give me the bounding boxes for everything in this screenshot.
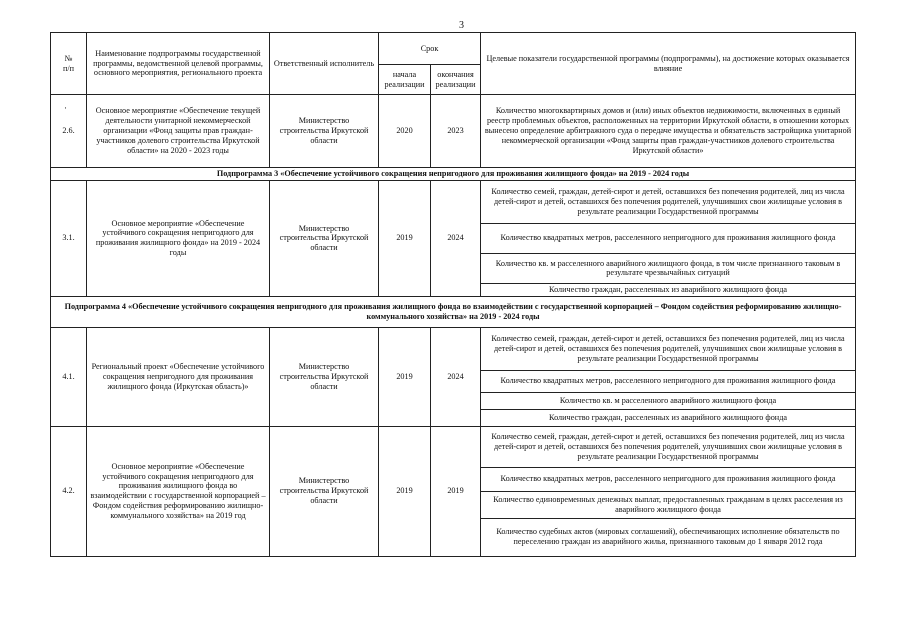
row-num: 4.2.: [51, 426, 87, 556]
row-responsible: Министерство строительства Иркутской области: [270, 426, 379, 556]
page-number: 3: [459, 20, 464, 31]
header-name: Наименование подпрограммы государственной программы, ведомственной целевой программы, основного мероприятия, регионального проекта: [87, 33, 270, 95]
header-end: окончания реализации: [431, 65, 481, 95]
target-item: Количество кв. м расселенного аварийного жилищного фонда, в том числе признанного таковым в результате чрезвычайных ситуаций: [481, 253, 856, 283]
target-item: Количество единовременных денежных выплат, предоставленных гражданам в целях расселения из аварийного жилищного фонда: [481, 491, 856, 518]
row-end: 2024: [431, 180, 481, 296]
row-start: 2019: [379, 327, 431, 426]
row-start: 2019: [379, 426, 431, 556]
table-row: [51, 180, 856, 223]
margin-dot: ·: [64, 103, 67, 113]
section-heading-3: [51, 168, 856, 181]
table-row: [51, 95, 856, 168]
row-name: Основное мероприятие «Обеспечение устойчивого сокращения непригодного для проживания жилищного фонда во взаимодействии с государственной корпорацией – Фондом содействия реформированию жилищно-коммунального хозяйства» на 2019 год: [87, 426, 270, 556]
row-end: 2019: [431, 426, 481, 556]
row-end: 2023: [431, 95, 481, 168]
section-3-title: Подпрограмма 3 «Обеспечение устойчивого сокращения непригодного для проживания жилищного фонда» на 2019 - 2024 годы: [51, 168, 856, 181]
section-heading-4: [51, 296, 856, 327]
row-name: Основное мероприятие «Обеспечение устойчивого сокращения непригодного для проживания жилищного фонда» на 2019 - 2024 годы: [87, 180, 270, 296]
header-responsible: Ответственный исполнитель: [270, 33, 379, 95]
target-item: Количество граждан, расселенных из аварийного жилищного фонда: [481, 409, 856, 426]
target-item: Количество квадратных метров, расселенного непригодного для проживания жилищного фонда: [481, 223, 856, 253]
target-item: Количество семей, граждан, детей-сирот и детей, оставшихся без попечения родителей, лиц из числа детей-сирот и детей, оставшихся без попечения родителей, улучшивших свои жилищные условия в результате реализации Государственной программы: [481, 426, 856, 467]
row-name: Основное мероприятие «Обеспечение текущей деятельности унитарной некоммерческой организации «Фонд защиты прав граждан-участников долевого строительства Иркутской области» на 2020 - 2023 годы: [87, 95, 270, 168]
row-start: 2019: [379, 180, 431, 296]
table-row: [51, 327, 856, 370]
target-item: Количество граждан, расселенных из аварийного жилищного фонда: [481, 283, 856, 296]
header-targets: Целевые показатели государственной программы (подпрограммы), на достижение которых оказывается влияние: [481, 33, 856, 95]
row-num: 2.6.: [51, 95, 87, 168]
row-responsible: Министерство строительства Иркутской области: [270, 327, 379, 426]
target-item: Количество квадратных метров, расселенного непригодного для проживания жилищного фонда: [481, 467, 856, 491]
row-end: 2024: [431, 327, 481, 426]
row-target: Количество многоквартирных домов и (или) иных объектов недвижимости, включенных в единый реестр проблемных объектов, расположенных на территории Иркутской области, в отношении которых вынесено определение арбитражного суда о передаче имущества и обязательств застройщика унитарной некоммерческой организации «Фонд защиты прав граждан-участников долевого строительства Иркутской области»: [481, 95, 856, 168]
target-item: Количество кв. м расселенного аварийного жилищного фонда: [481, 392, 856, 409]
target-item: Количество семей, граждан, детей-сирот и детей, оставшихся без попечения родителей, лиц из числа детей-сирот и детей, оставшихся без попечения родителей, улучшивших свои жилищные условия в результате реализации Государственной программы: [481, 180, 856, 223]
table-row: [51, 426, 856, 467]
header-row: [51, 33, 856, 65]
header-start: начала реализации: [379, 65, 431, 95]
section-4-title: Подпрограмма 4 «Обеспечение устойчивого сокращения непригодного для проживания жилищного фонда во взаимодействии с государственной корпорацией – Фондом содействия реформированию жилищно-коммунального хозяйства» на 2019 - 2024 годы: [51, 296, 856, 327]
program-table: [50, 32, 856, 557]
target-item: Количество квадратных метров, расселенного непригодного для проживания жилищного фонда: [481, 370, 856, 392]
row-name: Региональный проект «Обеспечение устойчивого сокращения непригодного для проживания жилищного фонда (Иркутская область)»: [87, 327, 270, 426]
target-item: Количество судебных актов (мировых соглашений), обеспечивающих исполнение обязательств по переселению граждан из аварийного жилья, признанного таковым до 1 января 2012 года: [481, 518, 856, 556]
target-item: Количество семей, граждан, детей-сирот и детей, оставшихся без попечения родителей, лиц из числа детей-сирот и детей, оставшихся без попечения родителей, улучшивших свои жилищные условия в результате реализации Государственной программы: [481, 327, 856, 370]
row-num: 3.1.: [51, 180, 87, 296]
row-responsible: Министерство строительства Иркутской области: [270, 95, 379, 168]
header-term: Срок: [379, 33, 481, 65]
row-responsible: Министерство строительства Иркутской области: [270, 180, 379, 296]
row-start: 2020: [379, 95, 431, 168]
header-num: № п/п: [51, 33, 87, 95]
row-num: 4.1.: [51, 327, 87, 426]
